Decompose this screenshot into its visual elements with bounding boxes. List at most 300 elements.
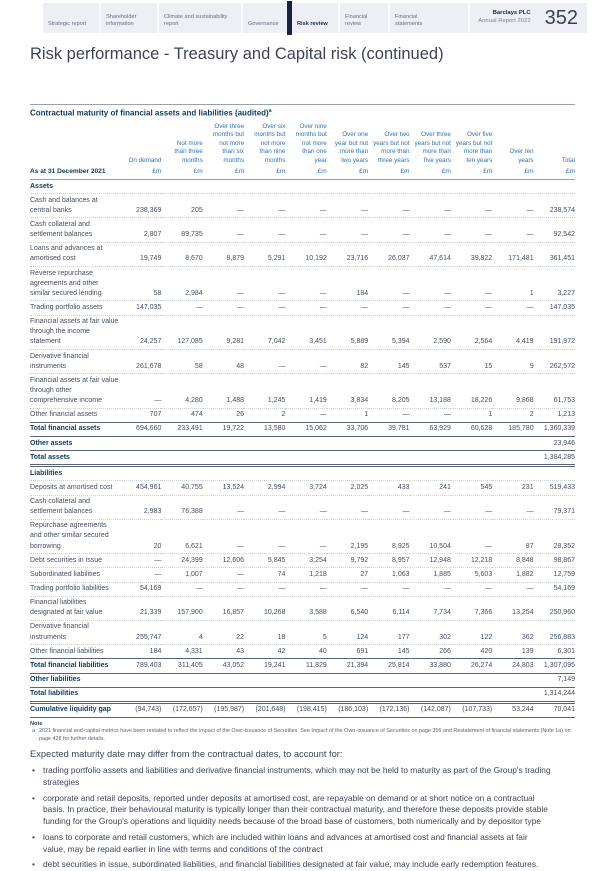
cell-value: 8,879 <box>203 242 244 266</box>
cell-value: — <box>327 218 368 242</box>
cell-value: 145 <box>368 350 409 374</box>
cell-value: — <box>492 218 533 242</box>
cell-value: 12,759 <box>534 568 575 582</box>
unit-header: £m <box>534 166 575 179</box>
bullet-item <box>32 832 552 856</box>
cell-value: 15,062 <box>285 422 326 436</box>
cell-value: 13,580 <box>244 422 285 436</box>
bullet-text: trading portfolio assets and liabilities and derivative financial instruments, which may not be held to maturity as part of the Group's trading strategies <box>43 765 551 787</box>
cell-value: 127,085 <box>161 315 202 349</box>
cell-value: 92,542 <box>534 218 575 242</box>
cell-value: — <box>492 495 533 519</box>
unit-header: £m <box>451 166 492 179</box>
cell-value: — <box>203 194 244 218</box>
unit-header: £m <box>161 166 202 179</box>
cell-value: — <box>285 519 326 553</box>
cell-value: 89,735 <box>161 218 202 242</box>
cell-value: 2,807 <box>120 218 161 242</box>
table-title <box>30 108 575 118</box>
cell-value: 261,678 <box>120 350 161 374</box>
cell-value <box>203 437 244 451</box>
bullet-list <box>32 765 552 871</box>
column-header: Over one year but not more than two years <box>334 131 369 164</box>
tab-financial-review[interactable] <box>338 3 388 33</box>
cell-value: 60,628 <box>451 422 492 436</box>
cell-value: 4,280 <box>161 374 202 408</box>
cell-value: 2,983 <box>120 495 161 519</box>
cell-value: 12,948 <box>410 554 451 568</box>
brand-name: Barclays PLC <box>492 10 531 17</box>
table-row <box>30 596 575 620</box>
cell-value: — <box>451 267 492 301</box>
cell-value: 707 <box>120 408 161 422</box>
cell-value <box>285 451 326 466</box>
cell-value <box>410 687 451 702</box>
cell-value: — <box>244 267 285 301</box>
cell-value: 4,419 <box>492 315 533 349</box>
row-label: Other financial assets <box>30 408 120 422</box>
report-page <box>0 3 600 870</box>
row-header-date: As at 31 December 2021 <box>30 166 120 179</box>
cell-value: 18 <box>244 620 285 644</box>
cell-value: 205 <box>161 194 202 218</box>
bullet-marker-icon: • <box>32 765 35 776</box>
table-head <box>30 123 575 180</box>
cell-value: 7,366 <box>451 596 492 620</box>
row-label: Other assets <box>30 437 120 451</box>
cell-value: — <box>285 350 326 374</box>
cell-value: — <box>327 301 368 315</box>
cell-value: 1,007 <box>161 568 202 582</box>
cell-value: (195,987) <box>203 702 244 717</box>
cell-value <box>410 451 451 466</box>
row-label: Trading portfolio liabilities <box>30 582 120 596</box>
cell-value: — <box>120 554 161 568</box>
cell-value: 19,749 <box>120 242 161 266</box>
unit-header: £m <box>410 166 451 179</box>
table-row <box>30 350 575 374</box>
bullet-text: corporate and retail deposits, reported under deposits at amortised cost, are repayable on demand or at short notice on a contractual basis. In practice, their behavioural maturity is typically longer than their contractual maturity, and therefore these deposits provide stable funding for the Group's operations and liquidity needs because of the broad base of customers, both numerically and by depositor type <box>43 792 548 827</box>
cell-value: 9,868 <box>492 374 533 408</box>
cell-value: (172,657) <box>161 702 202 717</box>
bullet-marker-icon: • <box>32 859 35 870</box>
cell-value: — <box>203 568 244 582</box>
table-row <box>30 408 575 422</box>
table-row <box>30 702 575 717</box>
cell-value <box>451 451 492 466</box>
cell-value: 63,929 <box>410 422 451 436</box>
cell-value: — <box>368 218 409 242</box>
cell-value: 262,572 <box>534 350 575 374</box>
unit-header: £m <box>327 166 368 179</box>
row-label: Cumulative liquidity gap <box>30 702 120 717</box>
table-row <box>30 451 575 466</box>
tab-shareholder-information[interactable] <box>99 3 157 33</box>
cell-value: — <box>410 218 451 242</box>
cell-value: 250,960 <box>534 596 575 620</box>
cell-value: (201,648) <box>244 702 285 717</box>
row-label: Total financial assets <box>30 422 120 436</box>
cell-value: 362 <box>492 620 533 644</box>
cell-value: 9 <box>492 350 533 374</box>
bullet-item <box>32 793 552 828</box>
cell-value: 789,403 <box>120 659 161 673</box>
row-label: Other liabilities <box>30 673 120 687</box>
cell-value: — <box>451 582 492 596</box>
cell-value: — <box>327 495 368 519</box>
cell-value: 1,314,244 <box>534 687 575 702</box>
cell-value: 3,724 <box>285 481 326 495</box>
cell-value: 5,603 <box>451 568 492 582</box>
table-row <box>30 242 575 266</box>
column-header: Over ten years <box>509 148 534 164</box>
cell-value: 18,226 <box>451 374 492 408</box>
cell-value: — <box>327 582 368 596</box>
table-row <box>30 495 575 519</box>
cell-value: 6,114 <box>368 596 409 620</box>
cell-value: 43,052 <box>203 659 244 673</box>
cell-value: 9,281 <box>203 315 244 349</box>
cell-value: — <box>244 350 285 374</box>
cell-value: 3,588 <box>285 596 326 620</box>
cell-value <box>410 673 451 687</box>
cell-value: 1,218 <box>285 568 326 582</box>
cell-value: 420 <box>451 645 492 659</box>
cell-value: 13,524 <box>203 481 244 495</box>
cell-value: 1,063 <box>368 568 409 582</box>
cell-value <box>451 437 492 451</box>
cell-value: 16,857 <box>203 596 244 620</box>
cell-value: 8,670 <box>161 242 202 266</box>
cell-value <box>410 437 451 451</box>
cell-value: 6,621 <box>161 519 202 553</box>
tab-label: Shareholder information <box>106 13 137 28</box>
cell-value: 3,227 <box>534 267 575 301</box>
cell-value: — <box>244 194 285 218</box>
cell-value: 5,889 <box>327 315 368 349</box>
cell-value: 361,451 <box>534 242 575 266</box>
cell-value: (94,743) <box>120 702 161 717</box>
cell-value <box>492 451 533 466</box>
page-title: Risk performance - Treasury and Capital risk (continued) <box>30 45 444 63</box>
cell-value: — <box>368 582 409 596</box>
cell-value <box>244 437 285 451</box>
cell-value <box>120 673 161 687</box>
cell-value: — <box>203 495 244 519</box>
cell-value: — <box>451 194 492 218</box>
cell-value: 74 <box>244 568 285 582</box>
cell-value: 4 <box>161 620 202 644</box>
tab-label: Climate and sustainability report <box>164 13 228 28</box>
page-number: 352 <box>544 6 578 29</box>
note-item <box>30 728 575 743</box>
cell-value: 7,734 <box>410 596 451 620</box>
cell-value: 33,880 <box>410 659 451 673</box>
cell-value: 10,192 <box>285 242 326 266</box>
brand-text <box>478 10 530 25</box>
table-row <box>30 519 575 553</box>
table-row <box>30 554 575 568</box>
cell-value: 40 <box>285 645 326 659</box>
expected-maturity-intro: Expected maturity date may differ from the contractual dates, to account for: <box>30 749 343 760</box>
note-text: 2021 financial and capital metrics have been restated to reflect the impact of the Over-issuance of Securities. See Impact of the Over-issuance of Securities on page 356 and Restatement of financial statements (Note 1a) on page 428 for further details. <box>39 727 571 742</box>
cell-value: 27 <box>327 568 368 582</box>
row-label: Cash collateral and settlement balances <box>30 495 120 519</box>
bullet-marker-icon: • <box>32 792 35 803</box>
cell-value: 5,845 <box>244 554 285 568</box>
table-row <box>30 620 575 644</box>
table-row <box>30 568 575 582</box>
cell-value <box>161 437 202 451</box>
row-label: Trading portfolio assets <box>30 301 120 315</box>
column-header: Total <box>561 156 575 164</box>
table-row <box>30 315 575 349</box>
cell-value: — <box>244 519 285 553</box>
column-header: Over nine months but not more than one year <box>295 122 327 164</box>
cell-value: 1,384,285 <box>534 451 575 466</box>
cell-value: 47,614 <box>410 242 451 266</box>
cell-value: 43 <box>203 645 244 659</box>
table-row <box>30 301 575 315</box>
row-label: Financial assets at fair value through other comprehensive income <box>30 374 120 408</box>
cell-value: 25,814 <box>368 659 409 673</box>
cell-value: 2 <box>492 408 533 422</box>
cell-value <box>285 687 326 702</box>
cell-value: — <box>244 218 285 242</box>
cell-value: 8,925 <box>368 519 409 553</box>
cell-value: — <box>285 408 326 422</box>
row-label: Total liabilities <box>30 687 120 702</box>
note-heading: Note <box>30 720 43 727</box>
cell-value: — <box>203 519 244 553</box>
cell-value: 6,540 <box>327 596 368 620</box>
cell-value: 40,755 <box>161 481 202 495</box>
table-row <box>30 267 575 301</box>
bullet-marker-icon: • <box>32 831 35 842</box>
cell-value: 3,254 <box>285 554 326 568</box>
table-body <box>30 180 575 718</box>
cell-value: 311,405 <box>161 659 202 673</box>
bullet-item <box>32 765 552 789</box>
cell-value <box>327 673 368 687</box>
cell-value: 145 <box>368 645 409 659</box>
cell-value: 1 <box>451 408 492 422</box>
cell-value: — <box>410 582 451 596</box>
cell-value: 42 <box>244 645 285 659</box>
cell-value <box>161 687 202 702</box>
cell-value: — <box>492 194 533 218</box>
table-row <box>30 481 575 495</box>
row-label: Cash and balances at central banks <box>30 194 120 218</box>
cell-value: 238,369 <box>120 194 161 218</box>
cell-value <box>285 437 326 451</box>
cell-value: — <box>285 194 326 218</box>
table-row <box>30 422 575 436</box>
cell-value: (142,087) <box>410 702 451 717</box>
cell-value <box>451 673 492 687</box>
cell-value: — <box>285 218 326 242</box>
row-label: Other financial liabilities <box>30 645 120 659</box>
column-header: Over five years but not more than ten years <box>455 131 493 164</box>
cell-value: — <box>203 267 244 301</box>
cell-value: 19,722 <box>203 422 244 436</box>
tab-governance[interactable] <box>241 3 287 33</box>
cell-value: 39,822 <box>451 242 492 266</box>
tab-risk-review[interactable] <box>292 3 338 33</box>
tab-financial-statements[interactable] <box>388 3 444 33</box>
brand <box>468 3 532 33</box>
cell-value: 23,716 <box>327 242 368 266</box>
cell-value: 24,803 <box>492 659 533 673</box>
cell-value: 9,792 <box>327 554 368 568</box>
cell-value <box>368 451 409 466</box>
cell-value: 3,451 <box>285 315 326 349</box>
tab-label: Strategic report <box>48 21 87 28</box>
cell-value <box>327 451 368 466</box>
cell-value: 26 <box>203 408 244 422</box>
cell-value: (198,415) <box>285 702 326 717</box>
cell-value: 76,388 <box>161 495 202 519</box>
cell-value <box>327 687 368 702</box>
column-header: Over two years but not more than three years <box>373 131 410 164</box>
row-label: Derivative financial instruments <box>30 620 120 644</box>
cell-value: — <box>120 374 161 408</box>
cell-value: 147,035 <box>534 301 575 315</box>
column-header: Over three months but not more than six months <box>212 122 245 164</box>
tab-climate-and-sustainability-report[interactable] <box>157 3 241 33</box>
cell-value: 1,419 <box>285 374 326 408</box>
cell-value: 302 <box>410 620 451 644</box>
table-row <box>30 466 575 481</box>
column-header: Not more than three months <box>174 139 203 164</box>
cell-value: 39,781 <box>368 422 409 436</box>
cell-value: — <box>368 301 409 315</box>
table-row <box>30 582 575 596</box>
cell-value: — <box>410 301 451 315</box>
column-header-row <box>30 123 575 167</box>
cell-value: 7,149 <box>534 673 575 687</box>
cell-value: 519,433 <box>534 481 575 495</box>
cell-value: 184 <box>327 267 368 301</box>
table-row <box>30 645 575 659</box>
cell-value: 5 <box>285 620 326 644</box>
cell-value: 454,961 <box>120 481 161 495</box>
cell-value: — <box>451 495 492 519</box>
cell-value: — <box>410 267 451 301</box>
tab-strategic-report[interactable] <box>43 3 99 33</box>
cell-value: — <box>244 301 285 315</box>
cell-value: 8,957 <box>368 554 409 568</box>
cell-value <box>244 451 285 466</box>
cell-value: 1,307,095 <box>534 659 575 673</box>
cell-value: — <box>368 495 409 519</box>
cell-value: 8,205 <box>368 374 409 408</box>
cell-value: 238,574 <box>534 194 575 218</box>
cell-value: 266 <box>410 645 451 659</box>
cell-value: 24,257 <box>120 315 161 349</box>
cell-value <box>327 437 368 451</box>
cell-value: 231 <box>492 481 533 495</box>
cell-value: 157,900 <box>161 596 202 620</box>
cell-value: 1,360,339 <box>534 422 575 436</box>
cell-value: — <box>161 301 202 315</box>
cell-value: 98,867 <box>534 554 575 568</box>
cell-value <box>120 687 161 702</box>
table-row <box>30 374 575 408</box>
cell-value <box>161 673 202 687</box>
row-label: Loans and advances at amortised cost <box>30 242 120 266</box>
column-header: Over six months but not more than nine months <box>254 122 286 164</box>
cell-value: 1 <box>492 267 533 301</box>
cell-value: 255,747 <box>120 620 161 644</box>
cell-value: — <box>410 495 451 519</box>
cell-value: 58 <box>161 350 202 374</box>
column-header: On demand <box>128 156 162 164</box>
table-row <box>30 687 575 702</box>
cell-value: 61,753 <box>534 374 575 408</box>
row-label: Cash collateral and settlement balances <box>30 218 120 242</box>
note-marker: a <box>32 727 35 734</box>
notes-section <box>30 721 575 743</box>
cell-value: — <box>203 582 244 596</box>
cell-value: 48 <box>203 350 244 374</box>
tab-label: Risk review <box>297 21 328 28</box>
cell-value: 1,882 <box>492 568 533 582</box>
cell-value: 13,188 <box>410 374 451 408</box>
bullet-text: debt securities in issue, subordinated liabilities, and financial liabilities designated at fair value, may include early redemption features. <box>43 859 539 870</box>
cell-value: 54,169 <box>534 582 575 596</box>
row-label: Reverse repurchase agreements and other similar secured lending <box>30 267 120 301</box>
cell-value: 70,041 <box>534 702 575 717</box>
top-navigation <box>43 3 587 33</box>
table-row <box>30 218 575 242</box>
table-title-superscript: a <box>268 108 272 114</box>
cell-value: — <box>368 408 409 422</box>
cell-value: — <box>203 301 244 315</box>
cell-value: 537 <box>410 350 451 374</box>
row-label: Financial assets at fair value through the income statement <box>30 315 120 349</box>
cell-value: 7,042 <box>244 315 285 349</box>
cell-value: — <box>492 301 533 315</box>
cell-value: 1,488 <box>203 374 244 408</box>
column-header: Over three years but not more than five years <box>414 131 451 164</box>
cell-value: — <box>244 582 285 596</box>
cell-value <box>492 437 533 451</box>
cell-value <box>492 687 533 702</box>
cell-value: 20 <box>120 519 161 553</box>
row-label: Subordinated liabilities <box>30 568 120 582</box>
cell-value: 13,254 <box>492 596 533 620</box>
cell-value: 6,301 <box>534 645 575 659</box>
cell-value <box>451 687 492 702</box>
tab-label: Financial statements <box>395 13 423 28</box>
cell-value: 2,590 <box>410 315 451 349</box>
unit-header: £m <box>285 166 326 179</box>
table-row <box>30 437 575 451</box>
cell-value: 10,268 <box>244 596 285 620</box>
cell-value: — <box>244 495 285 519</box>
bullet-text: loans to corporate and retail customers, which are included within loans and advances at amortised cost and financial assets at fair value, may be repaid earlier in line with terms and conditions of the contract <box>43 831 528 854</box>
cell-value: 22 <box>203 620 244 644</box>
cell-value: 21,339 <box>120 596 161 620</box>
cell-value: (172,136) <box>368 702 409 717</box>
cell-value <box>368 673 409 687</box>
cell-value: 233,491 <box>161 422 202 436</box>
cell-value: 12,606 <box>203 554 244 568</box>
cell-value: 122 <box>451 620 492 644</box>
unit-header: £m <box>368 166 409 179</box>
unit-header: £m <box>244 166 285 179</box>
